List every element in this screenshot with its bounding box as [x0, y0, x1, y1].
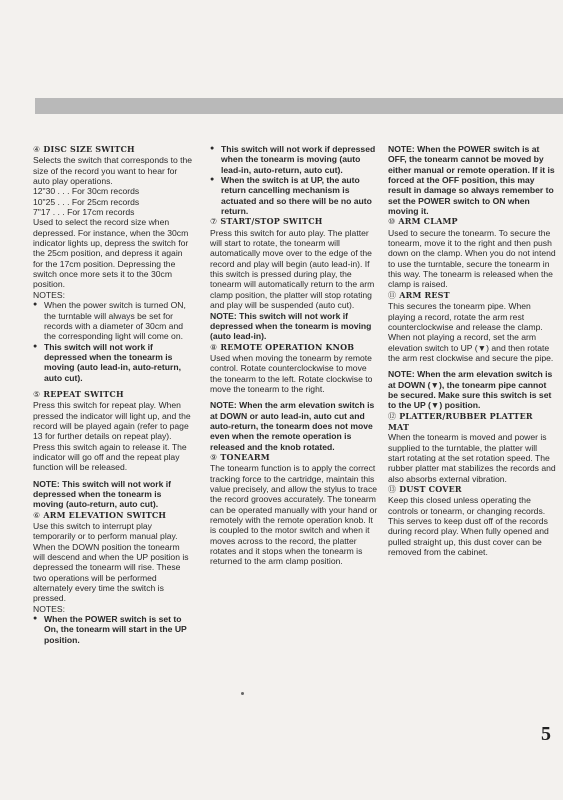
power-note: NOTE: When the POWER switch is at OFF, the tonearm cannot be moved by either manual or remote operation. If it is forced at the OFF position, this may result in damage so always remember to set the POWER switch to ON when moving it.	[388, 144, 555, 217]
disc-size-17: 7"17 . . . For 17cm records	[33, 207, 135, 218]
remote-knob-note: NOTE: When the arm elevation switch is at DOWN or auto lead-in, auto cut and auto-return, the tonearm does not move even when the remote operation is released and the knob rotated.	[210, 400, 375, 452]
page-number: 5	[541, 723, 551, 745]
disc-size-body2: Used to select the record size when depressed. For instance, when the 30cm indicator lights up, depress the switch for the 25cm position, and depress it again for the 17cm position. Depressing the switch once more sets it to the 30cm position.	[33, 217, 189, 290]
arm-elevation-body: Use this switch to interrupt play temporarily or to perform manual play.	[33, 521, 178, 542]
note-item: ● This switch will not work if depressed when the tonearm is moving (auto lead-in, auto-return, auto cut).	[44, 342, 193, 383]
arm-rest-note: NOTE: When the arm elevation switch is at DOWN (▼), the tonearm pipe cannot be secured. Make sure this switch is set to the UP (▼) position.	[388, 369, 553, 411]
remote-knob-body: Used when moving the tonearm by remote control. Rotate counterclockwise to move the tonearm to the left. Rotate clockwise to move the tonearm to the right.	[210, 352, 373, 394]
arm-elevation-body2: When the DOWN position the tonearm will descend and when the UP position is depressed the tonearm will rise. These two operations will be performed alternately every time the switch is pressed.	[33, 541, 189, 604]
section-heading-arm-rest: ⑪ ARM REST	[388, 289, 450, 300]
section-heading-tonearm: ⑨ TONEARM	[210, 451, 270, 462]
dust-cover-body: Keep this closed unless operating the controls or tonearm, or changing records. This serves to keep dust off of the records during record play. When fully opened and pulled straight up, this dust cover can be removed from the cabinet.	[388, 495, 549, 558]
section-heading-arm-elevation: ⑥ ARM ELEVATION SWITCH	[33, 509, 167, 520]
arm-elevation-notes-continued	[210, 144, 378, 216]
print-speck	[241, 692, 244, 695]
column-1	[33, 144, 193, 645]
column-2	[210, 144, 378, 567]
section-heading-arm-clamp: ⑩ ARM CLAMP	[388, 216, 458, 227]
disc-size-30: 12"30 . . . For 30cm records	[33, 186, 140, 197]
arm-elevation-notes	[33, 614, 193, 645]
note-item: ● This switch will not work if depressed when the tonearm is moving (auto lead-in, auto-return, auto cut).	[221, 144, 378, 175]
section-heading-repeat: ⑤ REPEAT SWITCH	[33, 388, 124, 399]
column-3	[388, 144, 556, 557]
disc-size-25: 10"25 . . . For 25cm records	[33, 196, 140, 207]
disc-size-body: Selects the switch that corresponds to the size of the record you want to hear for auto play operations.	[33, 155, 193, 187]
note-item: ● When the power switch is turned ON, the turntable will always be set for records with a diameter of 30cm and the corresponding light will come on.	[44, 300, 193, 341]
note-item: ● When the switch is at UP, the auto return cancelling mechanism is actuated and so there will be no auto return.	[221, 175, 378, 216]
repeat-body: Press this switch for repeat play. When pressed the indicator will light up, and the record will be played again (refer to page 13 for further details on repeat play). Press this switch again to release it. The indicator will go off and the repeat play function will be released.	[33, 400, 191, 473]
section-heading-platter: ⑫ PLATTER/RUBBER PLATTER MAT	[388, 410, 533, 432]
tonearm-body: The tonearm function is to apply the correct tracking force to the cartridge, maintain this value precisely, and allow the stylus to trace the record grooves accurately. The tonearm can be operated manually with your hand or remotely with the remote operation knob. It is coupled to the motor switch and when it moves across to the record, the platter rotates and it stops when the tonearm is returned to the arm clamp position.	[210, 463, 378, 567]
section-heading-dust-cover: ⑬ DUST COVER	[388, 484, 462, 494]
arm-rest-body: This secures the tonearm pipe. When playing a record, rotate the arm rest counterclockwise and release the clamp. When not playing a record, set the arm elevation switch to UP (▼) and then rotate the arm rest clockwise and secure the pipe.	[388, 301, 554, 363]
section-heading-disc-size: ④ DISC SIZE SWITCH	[33, 144, 135, 154]
header-band	[35, 98, 563, 114]
note-item: ● When the POWER switch is set to On, the tonearm will start in the UP position.	[44, 614, 193, 645]
start-stop-note: NOTE: This switch will not work if depressed when the tonearm is moving (auto lead-in).	[210, 310, 372, 342]
section-heading-remote-knob: ⑧ REMOTE OPERATION KNOB	[210, 341, 355, 352]
disc-size-notes	[33, 300, 193, 383]
start-stop-body: Press this switch for auto play. The platter will start to rotate, the tonearm will automatically move over to the edge of the record and play will begin (auto lead-in). If this switch is pressed during play, the tonearm will automatically return to the arm clamp position, the platter will stop rotating and play will be suspended (auto cut).	[210, 227, 375, 311]
notes-label: NOTES:	[33, 289, 65, 300]
notes-label: NOTES:	[33, 603, 65, 614]
platter-body: When the tonearm is moved and power is supplied to the turntable, the platter will start rotating at the set rotation speed. The rubber platter mat stabilizes the records and also absorbs external vibration.	[388, 432, 556, 484]
section-heading-start-stop: ⑦ START/STOP SWITCH	[210, 216, 323, 227]
arm-clamp-body: Used to secure the tonearm. To secure the tonearm, move it to the right and then push down on the clamp. When you do not intend to use the turntable, secure the tonearm in this way. The tonearm is released when the clamp is raised.	[388, 227, 556, 290]
repeat-note: NOTE: This switch will not work if depressed when the tonearm is moving (auto-return, auto cut).	[33, 478, 171, 510]
